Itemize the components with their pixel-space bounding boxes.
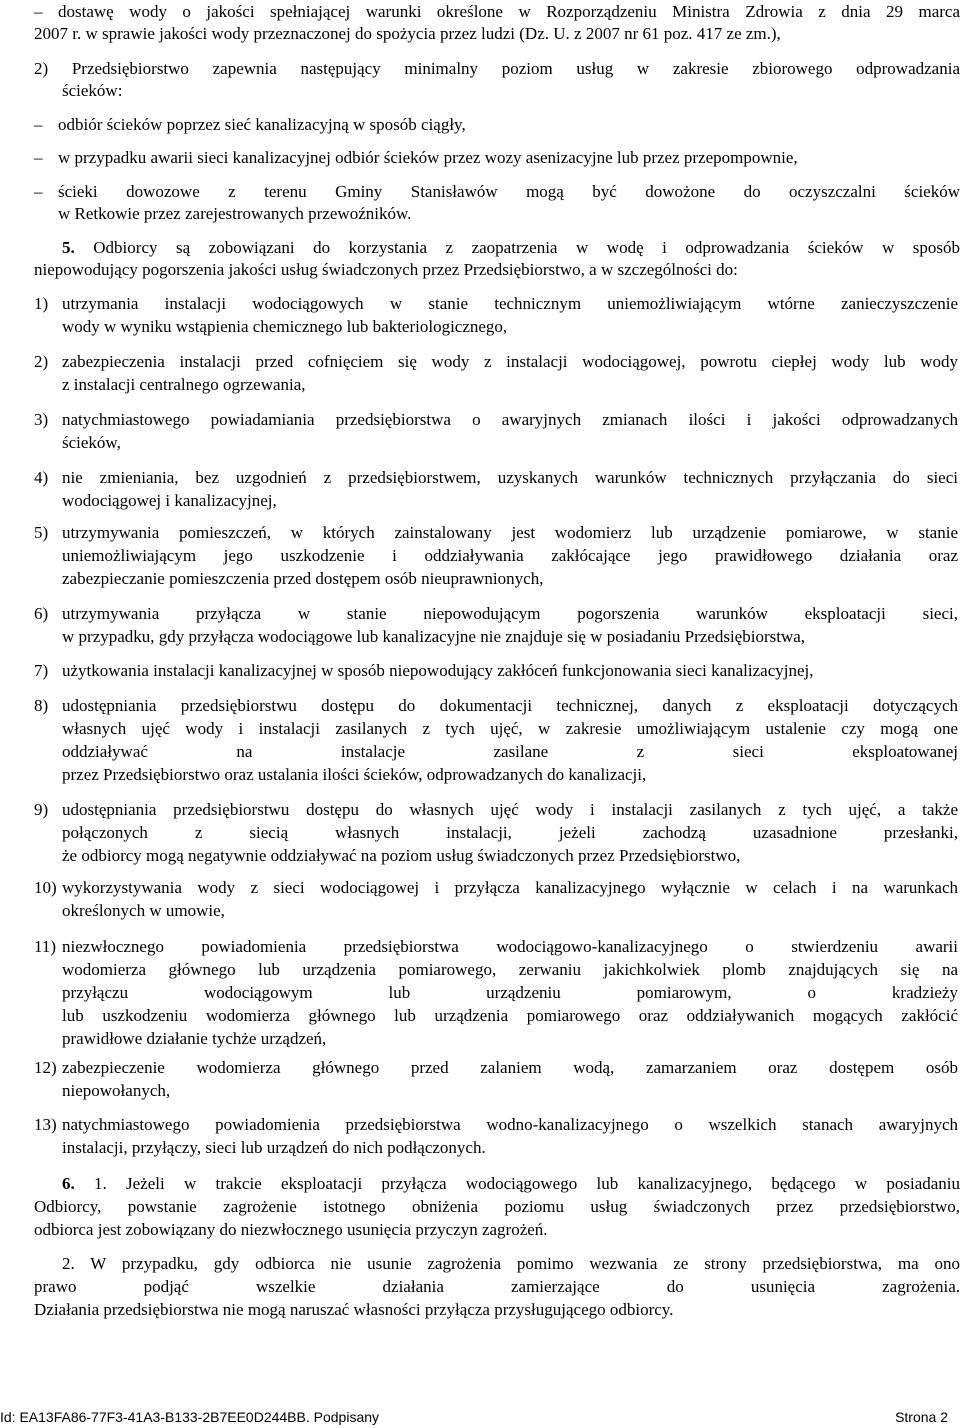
page-footer [0, 1406, 960, 1428]
list-item-text: uniemożliwiającym jego uszkodzenie i oddziaływania zakłócające jego prawidłowego działania oraz [62, 546, 958, 565]
list-item-number: 6) [34, 604, 49, 623]
list-item-text: utrzymywania przyłącza w stanie niepowodującym pogorszenia warunków eksploatacji sieci, [62, 604, 958, 623]
list-item-number: 2) [34, 352, 49, 371]
list-item-number: 5) [34, 523, 49, 542]
list-item-text: połączonych z siecią własnych instalacji, jeżeli zachodzą uzasadnione przesłanki, [62, 823, 958, 842]
list-item-text: natychmiastowego powiadamiania przedsiębiorstwa o awaryjnych zmianach ilości i jakości odprowadzanych [62, 410, 958, 429]
section-6-para-2: 2. W przypadku, gdy odbiorca nie usunie zagrożenia pomimo wezwania ze strony przedsiębiorstwa, ma ono [62, 1254, 960, 1273]
list-item-number: 12) [34, 1058, 57, 1077]
list-item-text: wodomierza głównego lub urządzenia pomiarowego, zerwaniu jakichkolwiek plomb znajdujących się na [62, 960, 958, 979]
list-item-text: ścieków, [62, 433, 121, 452]
list-item: – w przypadku awarii sieci kanalizacyjnej odbiór ścieków przez wozy asenizacyjne lub przez przepompownie, [34, 148, 798, 167]
list-item: – ścieki dowozowe z terenu Gminy Stanisławów mogą być dowożone do oczyszczalni ścieków [34, 182, 960, 201]
list-item-number: 9) [34, 800, 49, 819]
list-item-text: nie zmieniania, bez uzgodnień z przedsiębiorstwem, uzyskanych warunków technicznych przyłączania do sieci [62, 468, 958, 487]
list-item-number: 7) [34, 661, 49, 680]
section-number: 6. [62, 1174, 75, 1193]
list-item-text: niepowołanych, [62, 1081, 171, 1100]
list-item: – odbiór ścieków poprzez sieć kanalizacyjną w sposób ciągły, [34, 115, 466, 134]
list-item-text: prawidłowe działanie tychże urządzeń, [62, 1029, 327, 1048]
list-item-text: wody w wyniku wstąpienia chemicznego lub bakteriologicznego, [62, 317, 508, 336]
list-item-number: 10) [34, 878, 57, 897]
list-item-text: zabezpieczanie pomieszczenia przed dostępem osób nieuprawnionych, [62, 569, 544, 588]
section-6-para-1: 6. 1. Jeżeli w trakcie eksploatacji przyłącza wodociągowego lub kanalizacyjnego, będącego w posiadaniu [62, 1174, 960, 1193]
list-item-number: 3) [34, 410, 49, 429]
list-item-text: określonych w umowie, [62, 901, 225, 920]
list-item-text: zabezpieczenia instalacji przed cofnięciem się wody z instalacji wodociągowej, powrotu ciepłej wody lub wody [62, 352, 958, 371]
section-number: 5. [62, 238, 75, 257]
list-item-continuation: w Retkowie przez zarejestrowanych przewoźników. [58, 204, 412, 223]
list-item-text: z instalacji centralnego ogrzewania, [62, 375, 306, 394]
list-item: – dostawę wody o jakości spełniającej warunki określone w Rozporządzeniu Ministra Zdrowia z dnia 29 marca [34, 0, 960, 24]
list-item-text: użytkowania instalacji kanalizacyjnej w sposób niepowodujący zakłóceń funkcjonowania sieci kanalizacyjnej, [62, 661, 814, 680]
list-item-text: natychmiastowego powiadomienia przedsiębiorstwa wodno-kanalizacyjnego o wszelkich stanach awaryjnych [62, 1115, 958, 1134]
list-item-text: udostępniania przedsiębiorstwu dostępu do dokumentacji technicznej, danych z eksploatacji dotyczących [62, 696, 958, 715]
list-item-text: lub uszkodzeniu wodomierza głównego lub urządzenia pomiarowego oraz oddziaływanich mogących zakłócić [62, 1006, 958, 1025]
list-item-text: własnych ujęć wody i instalacji zasilanych z tych ujęć, w zakresie umożliwiającym ustalenie czy mogą one [62, 719, 958, 738]
list-item-text: że odbiorcy mogą negatywnie oddziaływać na poziom usług świadczonych przez Przedsiębiorstwo, [62, 846, 741, 865]
list-item-text: utrzymywania pomieszczeń, w których zainstalowany jest wodomierz lub urządzenie pomiarowe, w stanie [62, 523, 958, 542]
list-item-text: utrzymania instalacji wodociągowych w stanie technicznym uniemożliwiającym wtórne zanieczyszczenie [62, 294, 958, 313]
list-item-text: udostępniania przedsiębiorstwu dostępu do własnych ujęć wody i instalacji zasilanych z tych ujęć, a także [62, 800, 958, 819]
list-item-text: oddziaływać na instalacje zasilane z sieci eksploatowanej [62, 742, 958, 761]
document-page: – dostawę wody o jakości spełniającej warunki określone w Rozporządzeniu Ministra Zdrowia z dnia 29 marca 2007 r. w sprawie jakości wody przeznaczonej do spożycia przez ludzi (Dz. U. z 2007 nr 61 poz. 417 ze zm.), 2) Przedsiębiorstwo zapewnia następujący minimalny poziom usług w zakresie zbiorowego odprowadzania ścieków: – odbiór ścieków poprzez sieć kanalizacyjną w sposób ciągły, – w przypadku awarii sieci kanalizacyjnej odbiór ścieków przez wozy asenizacyjne lub przez przepompownie, – ścieki dowozowe z terenu Gminy Stanisławów mogą być dowożone do oczyszczalni ścieków w Retkowie przez zarejestrowanych przewoźników. 5. Odbiorcy są zobowiązani do korzystania z zaopatrzenia w wodę i odprowadzania ścieków w sposób niepowodujący pogorszenia jakości usług świadczonych przez Przedsiębiorstwo, a w szczególności do: 1) utrzymania instalacji wodociągowych w stanie technicznym uniemożliwiającym wtórne zanieczyszczenie wody w wyniku wstąpienia chemicznego lub bakteriologicznego, 2) zabezpieczenia instalacji przed cofnięciem się wody z instalacji wodociągowej, powrotu ciepłej wody lub wody z instalacji centralnego ogrzewania, 3) natychmiastowego powiadamiania przedsiębiorstwa o awaryjnych zmianach ilości i jakości odprowadzanych ścieków, 4) nie zmieniania, bez uzgodnień z przedsiębiorstwem, uzyskanych warunków technicznych przyłączania do sieci wodociągowej i kanalizacyjnej, 5) utrzymywania pomieszczeń, w których zainstalowany jest wodomierz lub urządzenie pomiarowe, w stanie uniemożliwiającym jego uszkodzenie i oddziaływania zakłócające jego prawidłowego działania oraz zabezpieczanie pomieszczenia przed dostępem osób nieuprawnionych, 6) utrzymywania przyłącza w stanie niepowodującym pogorszenia warunków eksploatacji sieci, w przypadku, gdy przyłącza wodociągowe lub kanalizacyjne nie znajduje się w posiadaniu Przedsiębiorstwa, 7) użytkowania instalacji kanalizacyjnej w sposób niepowodujący zakłóceń funkcjonowania sieci kanalizacyjnej, 8) udostępniania przedsiębiorstwu dostępu do dokumentacji technicznej, danych z eksploatacji dotyczących własnych ujęć wody i instalacji zasilanych z tych ujęć, w zakresie umożliwiającym ustalenie czy mogą one oddziaływać na instalacje zasilane z sieci eksploatowanej przez Przedsiębiorstwo oraz ustalania ilości ścieków, odprowadzanych do kanalizacji, 9) udostępniania przedsiębiorstwu dostępu do własnych ujęć wody i instalacji zasilanych z tych ujęć, a także połączonych z siecią własnych instalacji, jeżeli zachodzą uzasadnione przesłanki, że odbiorcy mogą negatywnie oddziaływać na poziom usług świadczonych przez Przedsiębiorstwo, 10) wykorzystywania wody z sieci wodociągowej i przyłącza kanalizacyjnego wyłącznie w celach i na warunkach określonych w umowie, 11) niezwłocznego powiadomienia przedsiębiorstwa wodociągowo-kanalizacyjnego o stwierdzeniu awarii wodomierza głównego lub urządzenia pomiarowego, zerwaniu jakichkolwiek plomb znajdujących się na przyłączu wodociągowym lub urządzeniu pomiarowym, o kradzieży lub uszkodzeniu wodomierza głównego lub urządzenia pomiarowego oraz oddziaływanich mogących zakłócić prawidłowe działanie tychże urządzeń, 12) zabezpieczenie wodomierza głównego przed zalaniem wodą, zamarzaniem oraz dostępem osób niepowołanych, 13) natychmiastowego powiadomienia przedsiębiorstwa wodno-kanalizacyjnego o wszelkich stanach awaryjnych instalacji, przyłączy, sieci lub urządzeń do nich podłączonych. 6. 1. Jeżeli w trakcie eksploatacji przyłącza wodociągowego lub kanalizacyjnego, będącego w posiadaniu Odbiorcy, powstanie zagrożenie istotnego obniżenia poziomu usług świadczonych przez przedsiębiorstwo, odbiorca jest zobowiązany do niezwłocznego usunięcia przyczyn zagrożeń. 2. W przypadku, gdy odbiorca nie usunie zagrożenia pomimo wezwania ze strony przedsiębiorstwa, ma ono prawo podjąć wszelkie działania zamierzające do usunięcia zagrożenia. Działania przedsiębiorstwa nie mogą naruszać własności przyłącza przysługującego odbiorcy. Id: EA13FA86-77F3-41A3-B133-2B7EE0D244BB. Podpisany Strona 2 [0, 0, 960, 1428]
section-5-continuation: niepowodujący pogorszenia jakości usług świadczonych przez Przedsiębiorstwo, a w szczególności do: [34, 260, 738, 279]
paragraph-2: 2) Przedsiębiorstwo zapewnia następujący minimalny poziom usług w zakresie zbiorowego odprowadzania [34, 59, 960, 78]
list-item-number: 13) [34, 1115, 57, 1134]
list-item-text: zabezpieczenie wodomierza głównego przed zalaniem wodą, zamarzaniem oraz dostępem osób [62, 1058, 958, 1077]
document-id: Id: EA13FA86-77F3-41A3-B133-2B7EE0D244BB. Podpisany [0, 1409, 380, 1425]
list-item-number: 11) [34, 937, 57, 956]
list-item-text: niezwłocznego powiadomienia przedsiębiorstwa wodociągowo-kanalizacyjnego o stwierdzeniu awarii [62, 937, 958, 956]
list-item-text: instalacji, przyłączy, sieci lub urządzeń do nich podłączonych. [62, 1138, 486, 1157]
page-number: Strona 2 [895, 1409, 948, 1425]
list-item-text: przez Przedsiębiorstwo oraz ustalania ilości ścieków, odprowadzanych do kanalizacji, [62, 765, 647, 784]
list-item-continuation: 2007 r. w sprawie jakości wody przeznaczonej do spożycia przez ludzi (Dz. U. z 2007 nr 61 poz. 417 ze zm.), [34, 24, 781, 43]
list-item-text: dostawę wody o jakości spełniającej warunki określone w Rozporządzeniu Ministra Zdrowia z dnia 29 marca [58, 2, 960, 21]
section-5-heading: 5. Odbiorcy są zobowiązani do korzystania z zaopatrzenia w wodę i odprowadzania ścieków w sposób [62, 238, 960, 257]
list-item-number: 8) [34, 696, 49, 715]
list-item-text: wodociągowej i kanalizacyjnej, [62, 491, 277, 510]
paragraph-2-continuation: ścieków: [62, 81, 123, 100]
list-item-text: wykorzystywania wody z sieci wodociągowej i przyłącza kanalizacyjnego wyłącznie w celach i na warunkach [62, 878, 958, 897]
list-item-number: 4) [34, 468, 49, 487]
list-item-text: w przypadku, gdy przyłącza wodociągowe lub kanalizacyjne nie znajduje się w posiadaniu Przedsiębiorstwa, [62, 627, 806, 646]
list-item-number: 1) [34, 294, 49, 313]
list-item-text: przyłączu wodociągowym lub urządzeniu pomiarowym, o kradzieży [62, 983, 958, 1002]
